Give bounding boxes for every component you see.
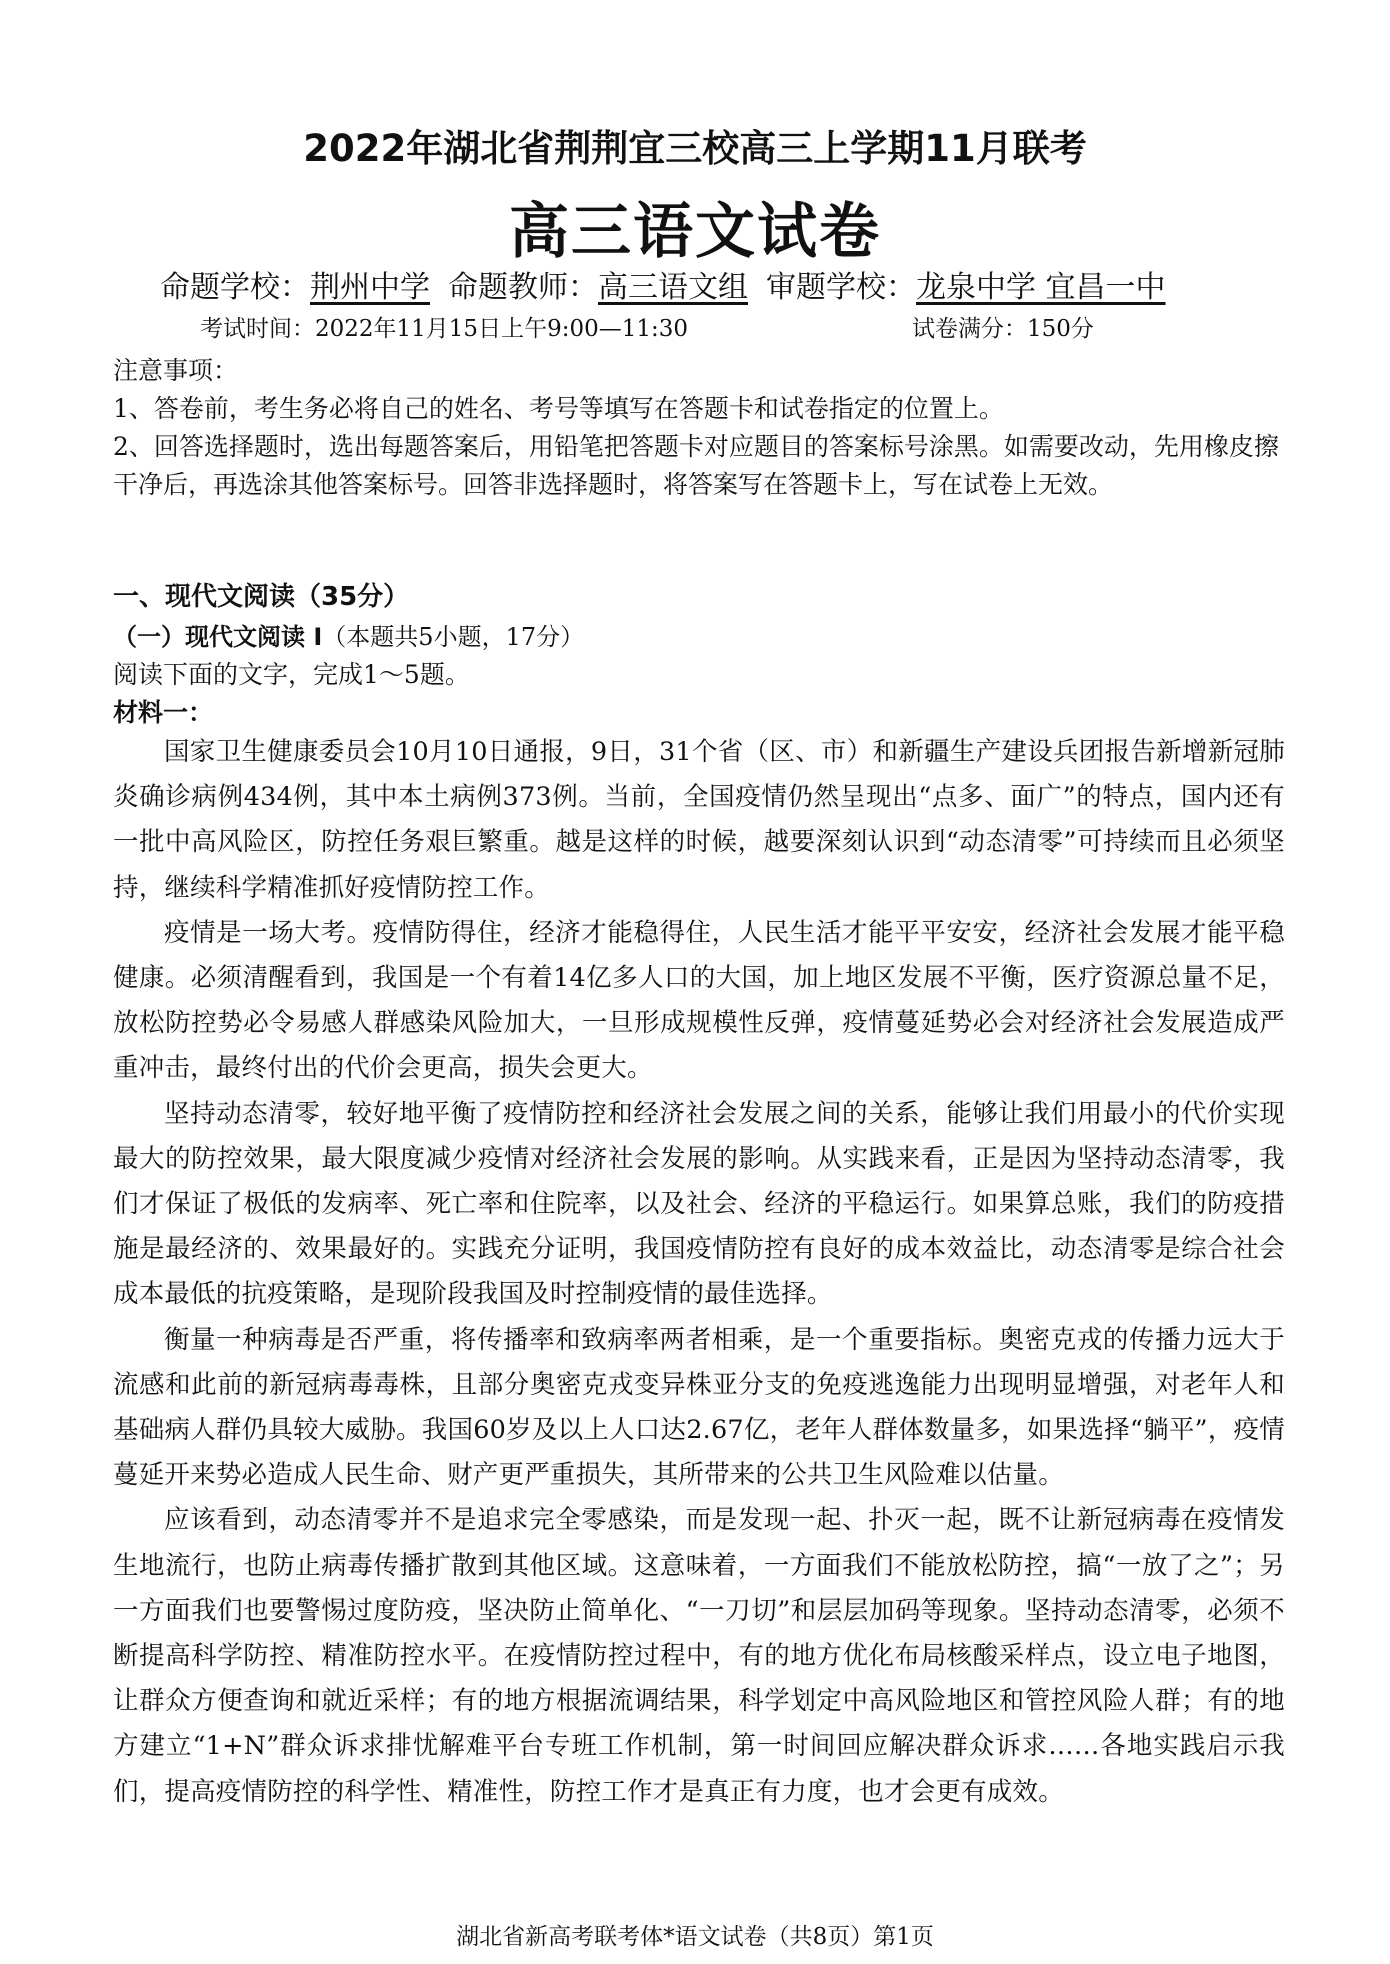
- sub-section-heading: [113, 618, 1283, 656]
- setter-info: [160, 262, 1166, 306]
- page-footer: 湖北省新高考联考体*语文试卷（共8页）第1页: [456, 1924, 934, 1950]
- sub-section-note: （本题共5小题，17分）: [322, 623, 585, 651]
- article-paragraph: 国家卫生健康委员会10月10日通报，9日，31个省（区、市）和新疆生产建设兵团报告新增新冠肺炎确诊病例434例，其中本土病例373例。当前，全国疫情仍然呈现出“点多、面广”的特点，国内还有一批中高风险区，防控任务艰巨繁重。越是这样的时候，越要深刻认识到“动态清零”可持续而且必须坚持，继续科学精准抓好疫情防控工作。: [113, 737, 1285, 903]
- setter-teacher: 高三语文组: [598, 270, 748, 305]
- exam-title: 2022年湖北省荆荆宜三校高三上学期11月联考: [303, 127, 1087, 170]
- paper-title: 高三语文试卷: [509, 197, 881, 267]
- exam-time: 考试时间：2022年11月15日上午9:00—11:30: [200, 316, 688, 342]
- reading-instruction: 阅读下面的文字，完成1～5题。: [113, 660, 470, 689]
- sub-section-title: （一）现代文阅读 I: [113, 623, 323, 651]
- notice-item: 2、回答选择题时，选出每题答案后，用铅笔把答题卡对应题目的答案标号涂黑。如需要改动，先用橡皮擦干净后，再选涂其他答案标号。回答非选择题时，将答案写在答题卡上，写在试卷上无效。: [113, 432, 1279, 499]
- notice-heading: 注意事项：: [113, 356, 239, 385]
- reviewer-schools: 龙泉中学 宜昌一中: [916, 270, 1166, 305]
- setter-school-label: 命题学校：: [160, 270, 310, 305]
- article-body: [113, 730, 1285, 1815]
- setter-teacher-label: 命题教师：: [448, 270, 598, 305]
- article-paragraph: 疫情是一场大考。疫情防得住，经济才能稳得住，人民生活才能平平安安，经济社会发展才能平稳健康。必须清醒看到，我国是一个有着14亿多人口的大国，加上地区发展不平衡，医疗资源总量不足，放松防控势必令易感人群感染风险加大，一旦形成规模性反弹，疫情蔓延势必会对经济社会发展造成严重冲击，最终付出的代价会更高，损失会更大。: [113, 917, 1285, 1084]
- article-paragraph: 衡量一种病毒是否严重，将传播率和致病率两者相乘，是一个重要指标。奥密克戎的传播力远大于流感和此前的新冠病毒毒株，且部分奥密克戎变异株亚分支的免疫逃逸能力出现明显增强，对老年人和基础病人群仍具较大威胁。我国60岁及以上人口达2.67亿，老年人群体数量多，如果选择“躺平”，疫情蔓延开来势必造成人民生命、财产更严重损失，其所带来的公共卫生风险难以估量。: [113, 1324, 1285, 1491]
- material-label: 材料一：: [113, 698, 214, 727]
- setter-school: 荆州中学: [310, 270, 430, 305]
- article-paragraph: 坚持动态清零，较好地平衡了疫情防控和经济社会发展之间的关系，能够让我们用最小的代价实现最大的防控效果，最大限度减少疫情对经济社会发展的影响。从实践来看，正是因为坚持动态清零，我们才保证了极低的发病率、死亡率和住院率，以及社会、经济的平稳运行。如果算总账，我们的防疫措施是最经济的、效果最好的。实践充分证明，我国疫情防控有良好的成本效益比，动态清零是综合社会成本最低的抗疫策略，是现阶段我国及时控制疫情的最佳选择。: [113, 1098, 1285, 1310]
- article-paragraph: 应该看到，动态清零并不是追求完全零感染，而是发现一起、扑灭一起，既不让新冠病毒在疫情发生地流行，也防止病毒传播扩散到其他区域。这意味着，一方面我们不能放松防控，搞“一放了之”；另一方面我们也要警惕过度防疫，坚决防止简单化、“一刀切”和层层加码等现象。坚持动态清零，必须不断提高科学防控、精准防控水平。在疫情防控过程中，有的地方优化布局核酸采样点，设立电子地图，让群众方便查询和就近采样；有的地方根据流调结果，科学划定中高风险地区和管控风险人群；有的地方建立“1+N”群众诉求排忧解难平台专班工作机制，第一时间回应解决群众诉求……各地实践启示我们，提高疫情防控的科学性、精准性，防控工作才是真正有力度，也才会更有成效。: [113, 1505, 1285, 1807]
- notice-item: 1、答卷前，考生务必将自己的姓名、考号等填写在答题卡和试卷指定的位置上。: [113, 394, 1004, 423]
- full-score: 试卷满分：150分: [912, 316, 1094, 342]
- section-heading: 一、现代文阅读（35分）: [113, 582, 410, 612]
- reviewer-label: 审题学校：: [766, 270, 916, 305]
